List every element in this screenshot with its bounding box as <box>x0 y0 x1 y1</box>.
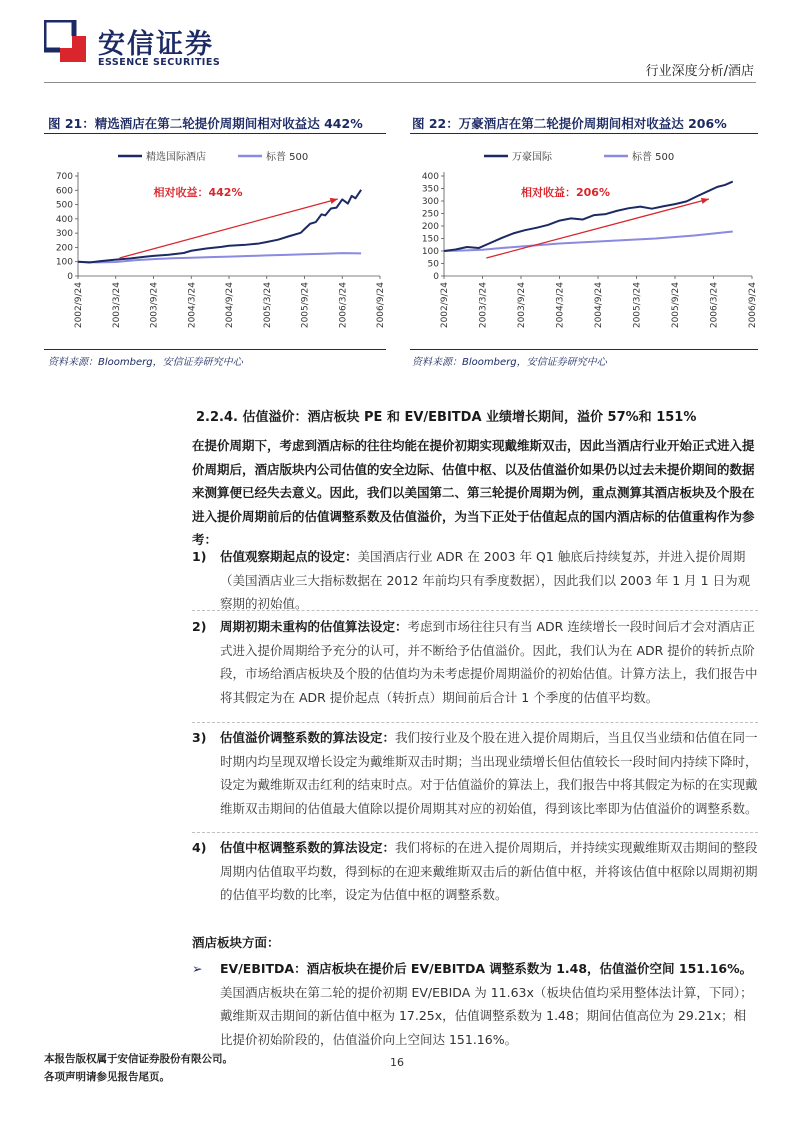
page-number: 16 <box>390 1056 404 1069</box>
item-divider <box>192 610 758 612</box>
report-category: 行业深度分析/酒店 <box>645 64 754 79</box>
x-tick-label: 2005/9/24 <box>300 282 311 329</box>
figure-22-title: 图 22：万豪酒店在第二轮提价周期间相对收益达 206% <box>412 116 727 131</box>
section-title: 2.2.4. 估值溢价：酒店板块 PE 和 EV/EBITDA 业绩增长期间，溢价 57%和 151% <box>196 410 697 425</box>
x-tick-label: 2006/9/24 <box>376 282 386 329</box>
bullet-item <box>192 957 758 1051</box>
list-item-number: 1) <box>192 549 207 564</box>
list-item-number: 2) <box>192 619 207 634</box>
y-tick-label: 300 <box>421 197 439 207</box>
x-tick-label: 2006/3/24 <box>709 282 720 329</box>
x-tick-label: 2004/3/24 <box>555 282 566 329</box>
y-tick-label: 100 <box>55 257 73 268</box>
x-tick-label: 2004/9/24 <box>594 282 604 329</box>
y-tick-label: 600 <box>55 186 73 197</box>
x-tick-label: 2003/3/24 <box>478 282 489 329</box>
x-tick-label: 2003/9/24 <box>149 282 160 329</box>
brand-name-cn: 安信证券 <box>98 29 214 60</box>
footer-line-1: 本报告版权属于安信证券股份有限公司。 <box>44 1053 233 1065</box>
y-tick-label: 50 <box>427 259 439 270</box>
y-tick-label: 700 <box>55 172 73 182</box>
figure-21-bottom-rule <box>44 349 386 350</box>
y-tick-label: 200 <box>55 243 73 254</box>
list-item-head: 周期初期未重构的估值算法设定： <box>220 619 408 634</box>
legend-label: 标普 500 <box>266 152 309 163</box>
x-tick-label: 2002/9/24 <box>74 282 84 329</box>
y-tick-label: 150 <box>421 234 439 245</box>
list-item-body: 考虑到市场往往只有当 ADR 连续增长一段时间后才会对酒店正式进入提价周期给予充分的认可，并不断给予估值溢价。因此，我们认为在 ADR 提价的转折点阶段，市场给酒店板块及个股的估值均为未考虑提价周期溢价的初始估值。计算方法上，我们报告中将其假定为在 ADR 提价起点（转折点）期间前后合计 1 个季度的估值平均数。 <box>220 619 758 705</box>
annotation-label: 相对收益：206% <box>521 186 610 199</box>
bullet-head: EV/EBITDA：酒店板块在提价后 EV/EBITDA 调整系数为 1.48，估值溢价空间 151.16%。 <box>220 961 753 976</box>
legend-label: 精选国际酒店 <box>146 152 206 163</box>
arrow-bullet-icon: ➢ <box>192 961 203 976</box>
figure-21-chart <box>44 140 386 348</box>
series-line <box>78 190 361 263</box>
figure-22-chart <box>410 140 758 348</box>
header-divider <box>44 82 756 83</box>
list-item <box>192 615 758 709</box>
y-tick-label: 200 <box>421 222 439 232</box>
figure-22-bottom-rule <box>410 349 758 350</box>
list-item-number: 4) <box>192 840 207 855</box>
x-tick-label: 2006/9/24 <box>748 282 758 329</box>
y-tick-label: 350 <box>421 184 439 195</box>
list-item <box>192 726 758 820</box>
list-item-head: 估值溢价调整系数的算法设定： <box>220 730 396 745</box>
footer-line-2: 各项声明请参见报告尾页。 <box>44 1071 170 1083</box>
x-tick-label: 2002/9/24 <box>440 282 450 329</box>
y-tick-label: 0 <box>433 272 439 282</box>
figure-21-title: 图 21：精选酒店在第二轮提价周期间相对收益达 442% <box>48 116 363 131</box>
list-item <box>192 836 758 907</box>
y-tick-label: 0 <box>67 272 73 282</box>
list-item-head: 估值观察期起点的设定： <box>220 549 358 564</box>
x-tick-label: 2006/3/24 <box>338 282 349 329</box>
figure-22-source: 资料来源：Bloomberg，安信证券研究中心 <box>412 357 607 368</box>
x-tick-label: 2005/9/24 <box>671 282 681 329</box>
legend-label: 万豪国际 <box>512 152 552 163</box>
legend-label: 标普 500 <box>632 152 675 163</box>
logo-icon <box>44 20 88 64</box>
list-item-head: 估值中枢调整系数的算法设定： <box>220 840 396 855</box>
trend-arrow <box>486 199 709 258</box>
item-divider <box>192 832 758 834</box>
list-item-number: 3) <box>192 730 207 745</box>
figure-22-rule <box>410 133 758 134</box>
series-line <box>444 232 733 252</box>
y-tick-label: 400 <box>421 172 439 182</box>
y-tick-label: 500 <box>55 200 73 211</box>
x-tick-label: 2004/3/24 <box>187 282 198 329</box>
x-tick-label: 2003/9/24 <box>517 282 527 329</box>
y-tick-label: 250 <box>421 209 439 220</box>
list-item-body: 我们按行业及个股在进入提价周期后，当且仅当业绩和估值在同一时期内均呈现双增长设定为戴维斯双击时期；当出现业绩增长但估值较长一段时间内持续下降时，设定为戴维斯双击红利的结束时点。对于估值溢价的算法上，我们报告中将其假定为标的在实现戴维斯双击期间的估值最大值除以提价周期其对应的初始值，得到该比率即为估值溢价的调整系数。 <box>220 730 758 816</box>
x-tick-label: 2004/9/24 <box>225 282 235 329</box>
x-tick-label: 2003/3/24 <box>111 282 122 329</box>
x-tick-label: 2005/3/24 <box>632 282 643 329</box>
figure-21-source: 资料来源：Bloomberg，安信证券研究中心 <box>48 357 243 368</box>
subhead: 酒店板块方面： <box>192 935 280 950</box>
annotation-label: 相对收益：442% <box>153 186 243 199</box>
item-divider <box>192 722 758 724</box>
list-item-body: 我们将标的在进入提价周期后，并持续实现戴维斯双击期间的整段周期内估值取平均数，得到标的在迎来戴维斯双击后的新估值中枢，并将该估值中枢除以周期初期的估值平均数的比率，设定为估值中枢的调整系数。 <box>220 840 758 902</box>
y-tick-label: 100 <box>421 247 439 257</box>
bullet-body: 美国酒店板块在第二轮的提价初期 EV/EBIDA 为 11.63x（板块估值均采用整体法计算，下同）；戴维斯双击期间的新估值中枢为 17.25x，估值调整系数为 1.48；期间估值高位为 29.21x；相比提价初始阶段的，估值溢价向上空间达 151.16%。 <box>220 984 753 1047</box>
list-item <box>192 545 758 616</box>
y-tick-label: 300 <box>55 229 73 240</box>
list-item-body: 美国酒店行业 ADR 在 2003 年 Q1 触底后持续复苏，并进入提价周期（美国酒店业三大指标数据在 2012 年前均只有季度数据），因此我们以 2003 年 1 月 1 日为观察期的初始值。 <box>220 549 751 611</box>
brand-name-en: ESSENCE SECURITIES <box>98 57 221 68</box>
figure-21-rule <box>44 133 386 134</box>
y-tick-label: 400 <box>55 214 73 225</box>
x-tick-label: 2005/3/24 <box>262 282 273 329</box>
intro-paragraph: 在提价周期下，考虑到酒店标的往往均能在提价初期实现戴维斯双击，因此当酒店行业开始正式进入提价周期后，酒店版块内公司估值的安全边际、估值中枢、以及估值溢价如果仍以过去未提价期间的数据来测算便已经失去意义。因此，我们以美国第二、第三轮提价周期为例，重点测算其酒店板块及个股在进入提价周期前后的估值调整系数及估值溢价，为当下正处于估值起点的国内酒店标的估值重构作为参考： <box>192 438 755 547</box>
footer-notice <box>44 1050 233 1086</box>
